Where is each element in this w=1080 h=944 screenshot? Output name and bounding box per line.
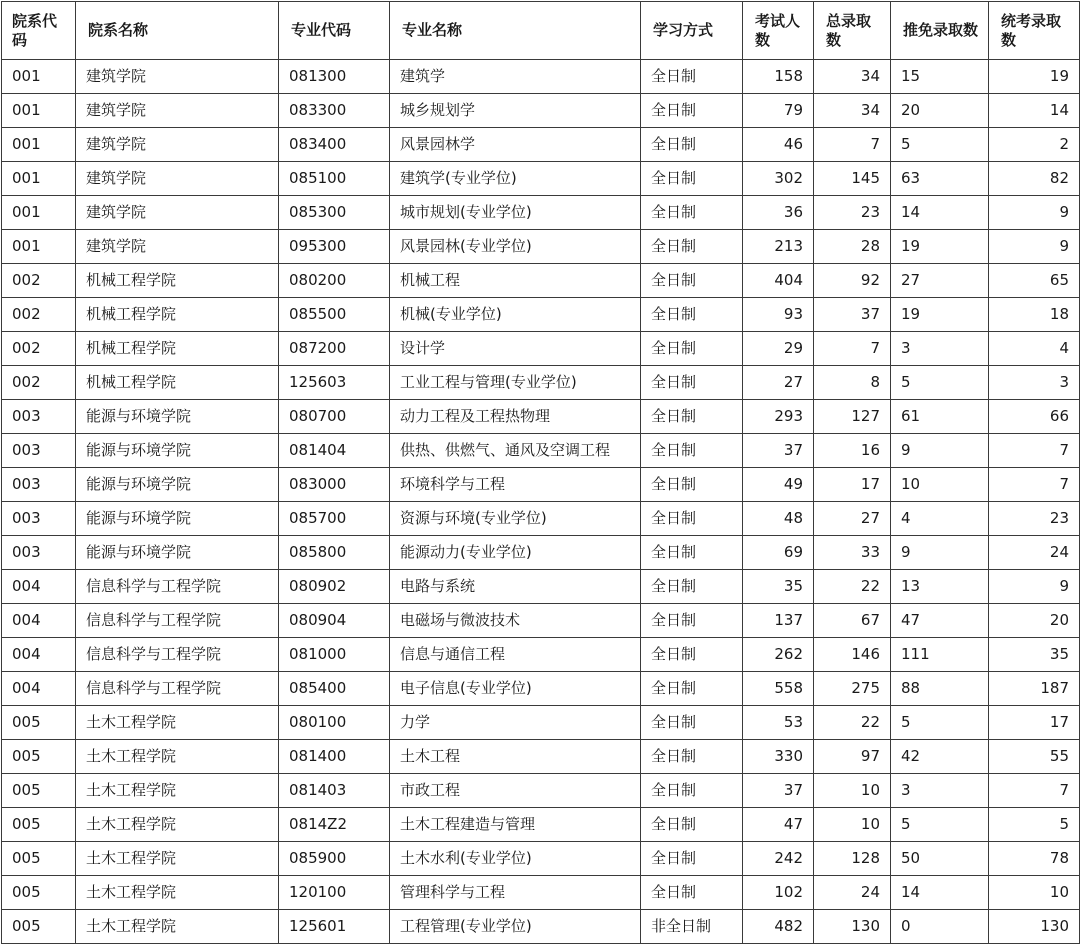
- major-name-cell: 城市规划(专业学位): [390, 196, 641, 230]
- study-mode-cell: 全日制: [641, 536, 743, 570]
- major-code-cell: 080100: [279, 706, 390, 740]
- major-code-cell: 085800: [279, 536, 390, 570]
- study-mode-cell: 全日制: [641, 842, 743, 876]
- exam-admitted-cell: 4: [989, 332, 1080, 366]
- major-code-cell: 081400: [279, 740, 390, 774]
- exam-admitted-cell: 35: [989, 638, 1080, 672]
- dept-name-cell: 信息科学与工程学院: [76, 604, 279, 638]
- recommended-admitted-cell: 14: [891, 876, 989, 910]
- dept-code-cell: 005: [2, 876, 76, 910]
- table-row: [2, 706, 1080, 740]
- dept-name-cell: 土木工程学院: [76, 774, 279, 808]
- dept-code-cell: 003: [2, 434, 76, 468]
- study-mode-cell: 全日制: [641, 570, 743, 604]
- dept-name-cell: 土木工程学院: [76, 876, 279, 910]
- recommended-admitted-cell: 88: [891, 672, 989, 706]
- table-row: [2, 128, 1080, 162]
- exam-count-cell: 48: [743, 502, 814, 536]
- major-code-cell: 125601: [279, 910, 390, 944]
- dept-code-cell: 002: [2, 366, 76, 400]
- table-row: [2, 366, 1080, 400]
- study-mode-cell: 全日制: [641, 706, 743, 740]
- dept-name-cell: 土木工程学院: [76, 808, 279, 842]
- recommended-admitted-cell: 63: [891, 162, 989, 196]
- dept-code-cell: 005: [2, 910, 76, 944]
- exam-count-cell: 302: [743, 162, 814, 196]
- study-mode-cell: 全日制: [641, 468, 743, 502]
- recommended-admitted-cell: 50: [891, 842, 989, 876]
- exam-count-cell: 404: [743, 264, 814, 298]
- header-row: [2, 2, 1080, 60]
- table-row: [2, 60, 1080, 94]
- col-header-recommended-admitted: 推免录取数: [891, 2, 989, 60]
- admissions-table: [1, 1, 1080, 944]
- major-name-cell: 工业工程与管理(专业学位): [390, 366, 641, 400]
- recommended-admitted-cell: 61: [891, 400, 989, 434]
- major-name-cell: 动力工程及工程热物理: [390, 400, 641, 434]
- major-name-cell: 城乡规划学: [390, 94, 641, 128]
- dept-code-cell: 001: [2, 60, 76, 94]
- total-admitted-cell: 275: [814, 672, 891, 706]
- major-code-cell: 081000: [279, 638, 390, 672]
- total-admitted-cell: 97: [814, 740, 891, 774]
- exam-admitted-cell: 82: [989, 162, 1080, 196]
- major-name-cell: 机械(专业学位): [390, 298, 641, 332]
- dept-code-cell: 003: [2, 400, 76, 434]
- major-code-cell: 083400: [279, 128, 390, 162]
- exam-count-cell: 262: [743, 638, 814, 672]
- recommended-admitted-cell: 111: [891, 638, 989, 672]
- study-mode-cell: 全日制: [641, 774, 743, 808]
- total-admitted-cell: 24: [814, 876, 891, 910]
- major-code-cell: 085400: [279, 672, 390, 706]
- total-admitted-cell: 22: [814, 570, 891, 604]
- dept-code-cell: 003: [2, 468, 76, 502]
- total-admitted-cell: 22: [814, 706, 891, 740]
- recommended-admitted-cell: 27: [891, 264, 989, 298]
- major-code-cell: 085300: [279, 196, 390, 230]
- col-header-major-code: 专业代码: [279, 2, 390, 60]
- total-admitted-cell: 92: [814, 264, 891, 298]
- exam-count-cell: 47: [743, 808, 814, 842]
- exam-count-cell: 482: [743, 910, 814, 944]
- major-name-cell: 土木水利(专业学位): [390, 842, 641, 876]
- major-code-cell: 083300: [279, 94, 390, 128]
- major-code-cell: 080700: [279, 400, 390, 434]
- dept-name-cell: 机械工程学院: [76, 366, 279, 400]
- study-mode-cell: 全日制: [641, 196, 743, 230]
- exam-admitted-cell: 19: [989, 60, 1080, 94]
- exam-count-cell: 36: [743, 196, 814, 230]
- total-admitted-cell: 67: [814, 604, 891, 638]
- dept-name-cell: 建筑学院: [76, 196, 279, 230]
- study-mode-cell: 非全日制: [641, 910, 743, 944]
- major-code-cell: 081300: [279, 60, 390, 94]
- study-mode-cell: 全日制: [641, 740, 743, 774]
- table-row: [2, 332, 1080, 366]
- exam-count-cell: 69: [743, 536, 814, 570]
- table-header: [2, 2, 1080, 60]
- table-row: [2, 536, 1080, 570]
- dept-code-cell: 005: [2, 774, 76, 808]
- recommended-admitted-cell: 19: [891, 230, 989, 264]
- major-name-cell: 能源动力(专业学位): [390, 536, 641, 570]
- exam-count-cell: 242: [743, 842, 814, 876]
- study-mode-cell: 全日制: [641, 434, 743, 468]
- major-name-cell: 信息与通信工程: [390, 638, 641, 672]
- major-code-cell: 081403: [279, 774, 390, 808]
- dept-name-cell: 能源与环境学院: [76, 468, 279, 502]
- exam-count-cell: 37: [743, 434, 814, 468]
- major-code-cell: 085900: [279, 842, 390, 876]
- table-row: [2, 604, 1080, 638]
- recommended-admitted-cell: 15: [891, 60, 989, 94]
- col-header-total-admitted: 总录取数: [814, 2, 891, 60]
- major-name-cell: 电路与系统: [390, 570, 641, 604]
- major-name-cell: 工程管理(专业学位): [390, 910, 641, 944]
- dept-name-cell: 建筑学院: [76, 162, 279, 196]
- total-admitted-cell: 27: [814, 502, 891, 536]
- total-admitted-cell: 34: [814, 94, 891, 128]
- exam-count-cell: 213: [743, 230, 814, 264]
- exam-admitted-cell: 130: [989, 910, 1080, 944]
- dept-code-cell: 001: [2, 196, 76, 230]
- major-code-cell: 085700: [279, 502, 390, 536]
- major-name-cell: 电子信息(专业学位): [390, 672, 641, 706]
- major-name-cell: 建筑学(专业学位): [390, 162, 641, 196]
- exam-count-cell: 158: [743, 60, 814, 94]
- major-name-cell: 电磁场与微波技术: [390, 604, 641, 638]
- total-admitted-cell: 7: [814, 332, 891, 366]
- table-row: [2, 570, 1080, 604]
- exam-count-cell: 79: [743, 94, 814, 128]
- table-row: [2, 910, 1080, 944]
- exam-admitted-cell: 9: [989, 570, 1080, 604]
- recommended-admitted-cell: 3: [891, 774, 989, 808]
- exam-count-cell: 93: [743, 298, 814, 332]
- dept-code-cell: 001: [2, 162, 76, 196]
- exam-admitted-cell: 2: [989, 128, 1080, 162]
- dept-name-cell: 土木工程学院: [76, 740, 279, 774]
- dept-name-cell: 土木工程学院: [76, 842, 279, 876]
- exam-admitted-cell: 3: [989, 366, 1080, 400]
- col-header-exam-admitted: 统考录取数: [989, 2, 1080, 60]
- recommended-admitted-cell: 4: [891, 502, 989, 536]
- study-mode-cell: 全日制: [641, 162, 743, 196]
- dept-code-cell: 004: [2, 570, 76, 604]
- table-row: [2, 842, 1080, 876]
- study-mode-cell: 全日制: [641, 264, 743, 298]
- exam-count-cell: 293: [743, 400, 814, 434]
- table-row: [2, 162, 1080, 196]
- exam-count-cell: 53: [743, 706, 814, 740]
- exam-count-cell: 558: [743, 672, 814, 706]
- dept-code-cell: 002: [2, 298, 76, 332]
- dept-code-cell: 005: [2, 706, 76, 740]
- dept-code-cell: 005: [2, 842, 76, 876]
- major-code-cell: 080200: [279, 264, 390, 298]
- dept-name-cell: 土木工程学院: [76, 910, 279, 944]
- recommended-admitted-cell: 5: [891, 128, 989, 162]
- dept-code-cell: 004: [2, 672, 76, 706]
- total-admitted-cell: 33: [814, 536, 891, 570]
- recommended-admitted-cell: 3: [891, 332, 989, 366]
- exam-admitted-cell: 24: [989, 536, 1080, 570]
- study-mode-cell: 全日制: [641, 502, 743, 536]
- major-name-cell: 建筑学: [390, 60, 641, 94]
- major-code-cell: 081404: [279, 434, 390, 468]
- dept-code-cell: 002: [2, 264, 76, 298]
- exam-count-cell: 46: [743, 128, 814, 162]
- table-row: [2, 468, 1080, 502]
- recommended-admitted-cell: 20: [891, 94, 989, 128]
- recommended-admitted-cell: 0: [891, 910, 989, 944]
- exam-admitted-cell: 14: [989, 94, 1080, 128]
- table-row: [2, 672, 1080, 706]
- study-mode-cell: 全日制: [641, 230, 743, 264]
- recommended-admitted-cell: 10: [891, 468, 989, 502]
- table-row: [2, 196, 1080, 230]
- dept-name-cell: 能源与环境学院: [76, 400, 279, 434]
- major-name-cell: 土木工程建造与管理: [390, 808, 641, 842]
- exam-admitted-cell: 7: [989, 468, 1080, 502]
- major-name-cell: 市政工程: [390, 774, 641, 808]
- total-admitted-cell: 8: [814, 366, 891, 400]
- major-name-cell: 力学: [390, 706, 641, 740]
- dept-name-cell: 信息科学与工程学院: [76, 570, 279, 604]
- dept-code-cell: 002: [2, 332, 76, 366]
- recommended-admitted-cell: 9: [891, 434, 989, 468]
- table-row: [2, 740, 1080, 774]
- study-mode-cell: 全日制: [641, 808, 743, 842]
- study-mode-cell: 全日制: [641, 60, 743, 94]
- dept-code-cell: 003: [2, 536, 76, 570]
- total-admitted-cell: 145: [814, 162, 891, 196]
- study-mode-cell: 全日制: [641, 298, 743, 332]
- exam-count-cell: 137: [743, 604, 814, 638]
- total-admitted-cell: 28: [814, 230, 891, 264]
- major-code-cell: 095300: [279, 230, 390, 264]
- exam-admitted-cell: 20: [989, 604, 1080, 638]
- exam-admitted-cell: 17: [989, 706, 1080, 740]
- dept-name-cell: 机械工程学院: [76, 264, 279, 298]
- recommended-admitted-cell: 19: [891, 298, 989, 332]
- study-mode-cell: 全日制: [641, 366, 743, 400]
- dept-code-cell: 001: [2, 94, 76, 128]
- dept-name-cell: 能源与环境学院: [76, 502, 279, 536]
- dept-name-cell: 能源与环境学院: [76, 536, 279, 570]
- table-row: [2, 502, 1080, 536]
- exam-admitted-cell: 23: [989, 502, 1080, 536]
- dept-name-cell: 建筑学院: [76, 128, 279, 162]
- major-name-cell: 环境科学与工程: [390, 468, 641, 502]
- major-code-cell: 085100: [279, 162, 390, 196]
- dept-name-cell: 建筑学院: [76, 230, 279, 264]
- dept-name-cell: 信息科学与工程学院: [76, 672, 279, 706]
- major-name-cell: 设计学: [390, 332, 641, 366]
- dept-code-cell: 003: [2, 502, 76, 536]
- recommended-admitted-cell: 5: [891, 808, 989, 842]
- study-mode-cell: 全日制: [641, 876, 743, 910]
- table-row: [2, 774, 1080, 808]
- dept-code-cell: 005: [2, 808, 76, 842]
- study-mode-cell: 全日制: [641, 672, 743, 706]
- exam-admitted-cell: 10: [989, 876, 1080, 910]
- major-code-cell: 0814Z2: [279, 808, 390, 842]
- table-row: [2, 808, 1080, 842]
- exam-count-cell: 102: [743, 876, 814, 910]
- total-admitted-cell: 34: [814, 60, 891, 94]
- dept-name-cell: 机械工程学院: [76, 298, 279, 332]
- exam-admitted-cell: 55: [989, 740, 1080, 774]
- total-admitted-cell: 10: [814, 774, 891, 808]
- table-row: [2, 230, 1080, 264]
- total-admitted-cell: 23: [814, 196, 891, 230]
- col-header-dept-name: 院系名称: [76, 2, 279, 60]
- table-row: [2, 434, 1080, 468]
- major-name-cell: 资源与环境(专业学位): [390, 502, 641, 536]
- exam-admitted-cell: 7: [989, 434, 1080, 468]
- exam-count-cell: 29: [743, 332, 814, 366]
- recommended-admitted-cell: 47: [891, 604, 989, 638]
- total-admitted-cell: 7: [814, 128, 891, 162]
- major-name-cell: 机械工程: [390, 264, 641, 298]
- dept-name-cell: 信息科学与工程学院: [76, 638, 279, 672]
- major-code-cell: 087200: [279, 332, 390, 366]
- table-row: [2, 264, 1080, 298]
- table-row: [2, 298, 1080, 332]
- study-mode-cell: 全日制: [641, 128, 743, 162]
- exam-admitted-cell: 187: [989, 672, 1080, 706]
- exam-admitted-cell: 9: [989, 196, 1080, 230]
- major-code-cell: 080904: [279, 604, 390, 638]
- exam-count-cell: 27: [743, 366, 814, 400]
- study-mode-cell: 全日制: [641, 400, 743, 434]
- exam-admitted-cell: 66: [989, 400, 1080, 434]
- total-admitted-cell: 128: [814, 842, 891, 876]
- table-row: [2, 638, 1080, 672]
- major-name-cell: 供热、供燃气、通风及空调工程: [390, 434, 641, 468]
- table-body: [2, 60, 1080, 944]
- dept-code-cell: 004: [2, 638, 76, 672]
- major-name-cell: 风景园林学: [390, 128, 641, 162]
- major-name-cell: 风景园林(专业学位): [390, 230, 641, 264]
- major-name-cell: 管理科学与工程: [390, 876, 641, 910]
- study-mode-cell: 全日制: [641, 604, 743, 638]
- dept-name-cell: 建筑学院: [76, 60, 279, 94]
- exam-admitted-cell: 5: [989, 808, 1080, 842]
- study-mode-cell: 全日制: [641, 332, 743, 366]
- recommended-admitted-cell: 5: [891, 366, 989, 400]
- major-name-cell: 土木工程: [390, 740, 641, 774]
- col-header-dept-code: 院系代码: [2, 2, 76, 60]
- dept-name-cell: 机械工程学院: [76, 332, 279, 366]
- col-header-major-name: 专业名称: [390, 2, 641, 60]
- col-header-exam-count: 考试人数: [743, 2, 814, 60]
- major-code-cell: 080902: [279, 570, 390, 604]
- major-code-cell: 083000: [279, 468, 390, 502]
- recommended-admitted-cell: 42: [891, 740, 989, 774]
- total-admitted-cell: 17: [814, 468, 891, 502]
- col-header-study-mode: 学习方式: [641, 2, 743, 60]
- major-code-cell: 085500: [279, 298, 390, 332]
- major-code-cell: 120100: [279, 876, 390, 910]
- total-admitted-cell: 10: [814, 808, 891, 842]
- total-admitted-cell: 37: [814, 298, 891, 332]
- exam-count-cell: 330: [743, 740, 814, 774]
- dept-code-cell: 005: [2, 740, 76, 774]
- dept-code-cell: 001: [2, 128, 76, 162]
- recommended-admitted-cell: 9: [891, 536, 989, 570]
- recommended-admitted-cell: 5: [891, 706, 989, 740]
- exam-count-cell: 49: [743, 468, 814, 502]
- recommended-admitted-cell: 14: [891, 196, 989, 230]
- total-admitted-cell: 146: [814, 638, 891, 672]
- exam-admitted-cell: 78: [989, 842, 1080, 876]
- study-mode-cell: 全日制: [641, 638, 743, 672]
- total-admitted-cell: 127: [814, 400, 891, 434]
- recommended-admitted-cell: 13: [891, 570, 989, 604]
- dept-name-cell: 能源与环境学院: [76, 434, 279, 468]
- table-row: [2, 94, 1080, 128]
- dept-code-cell: 001: [2, 230, 76, 264]
- exam-count-cell: 37: [743, 774, 814, 808]
- exam-count-cell: 35: [743, 570, 814, 604]
- major-code-cell: 125603: [279, 366, 390, 400]
- total-admitted-cell: 130: [814, 910, 891, 944]
- exam-admitted-cell: 18: [989, 298, 1080, 332]
- dept-code-cell: 004: [2, 604, 76, 638]
- exam-admitted-cell: 65: [989, 264, 1080, 298]
- table-row: [2, 400, 1080, 434]
- exam-admitted-cell: 7: [989, 774, 1080, 808]
- exam-admitted-cell: 9: [989, 230, 1080, 264]
- dept-name-cell: 建筑学院: [76, 94, 279, 128]
- dept-name-cell: 土木工程学院: [76, 706, 279, 740]
- study-mode-cell: 全日制: [641, 94, 743, 128]
- table-row: [2, 876, 1080, 910]
- total-admitted-cell: 16: [814, 434, 891, 468]
